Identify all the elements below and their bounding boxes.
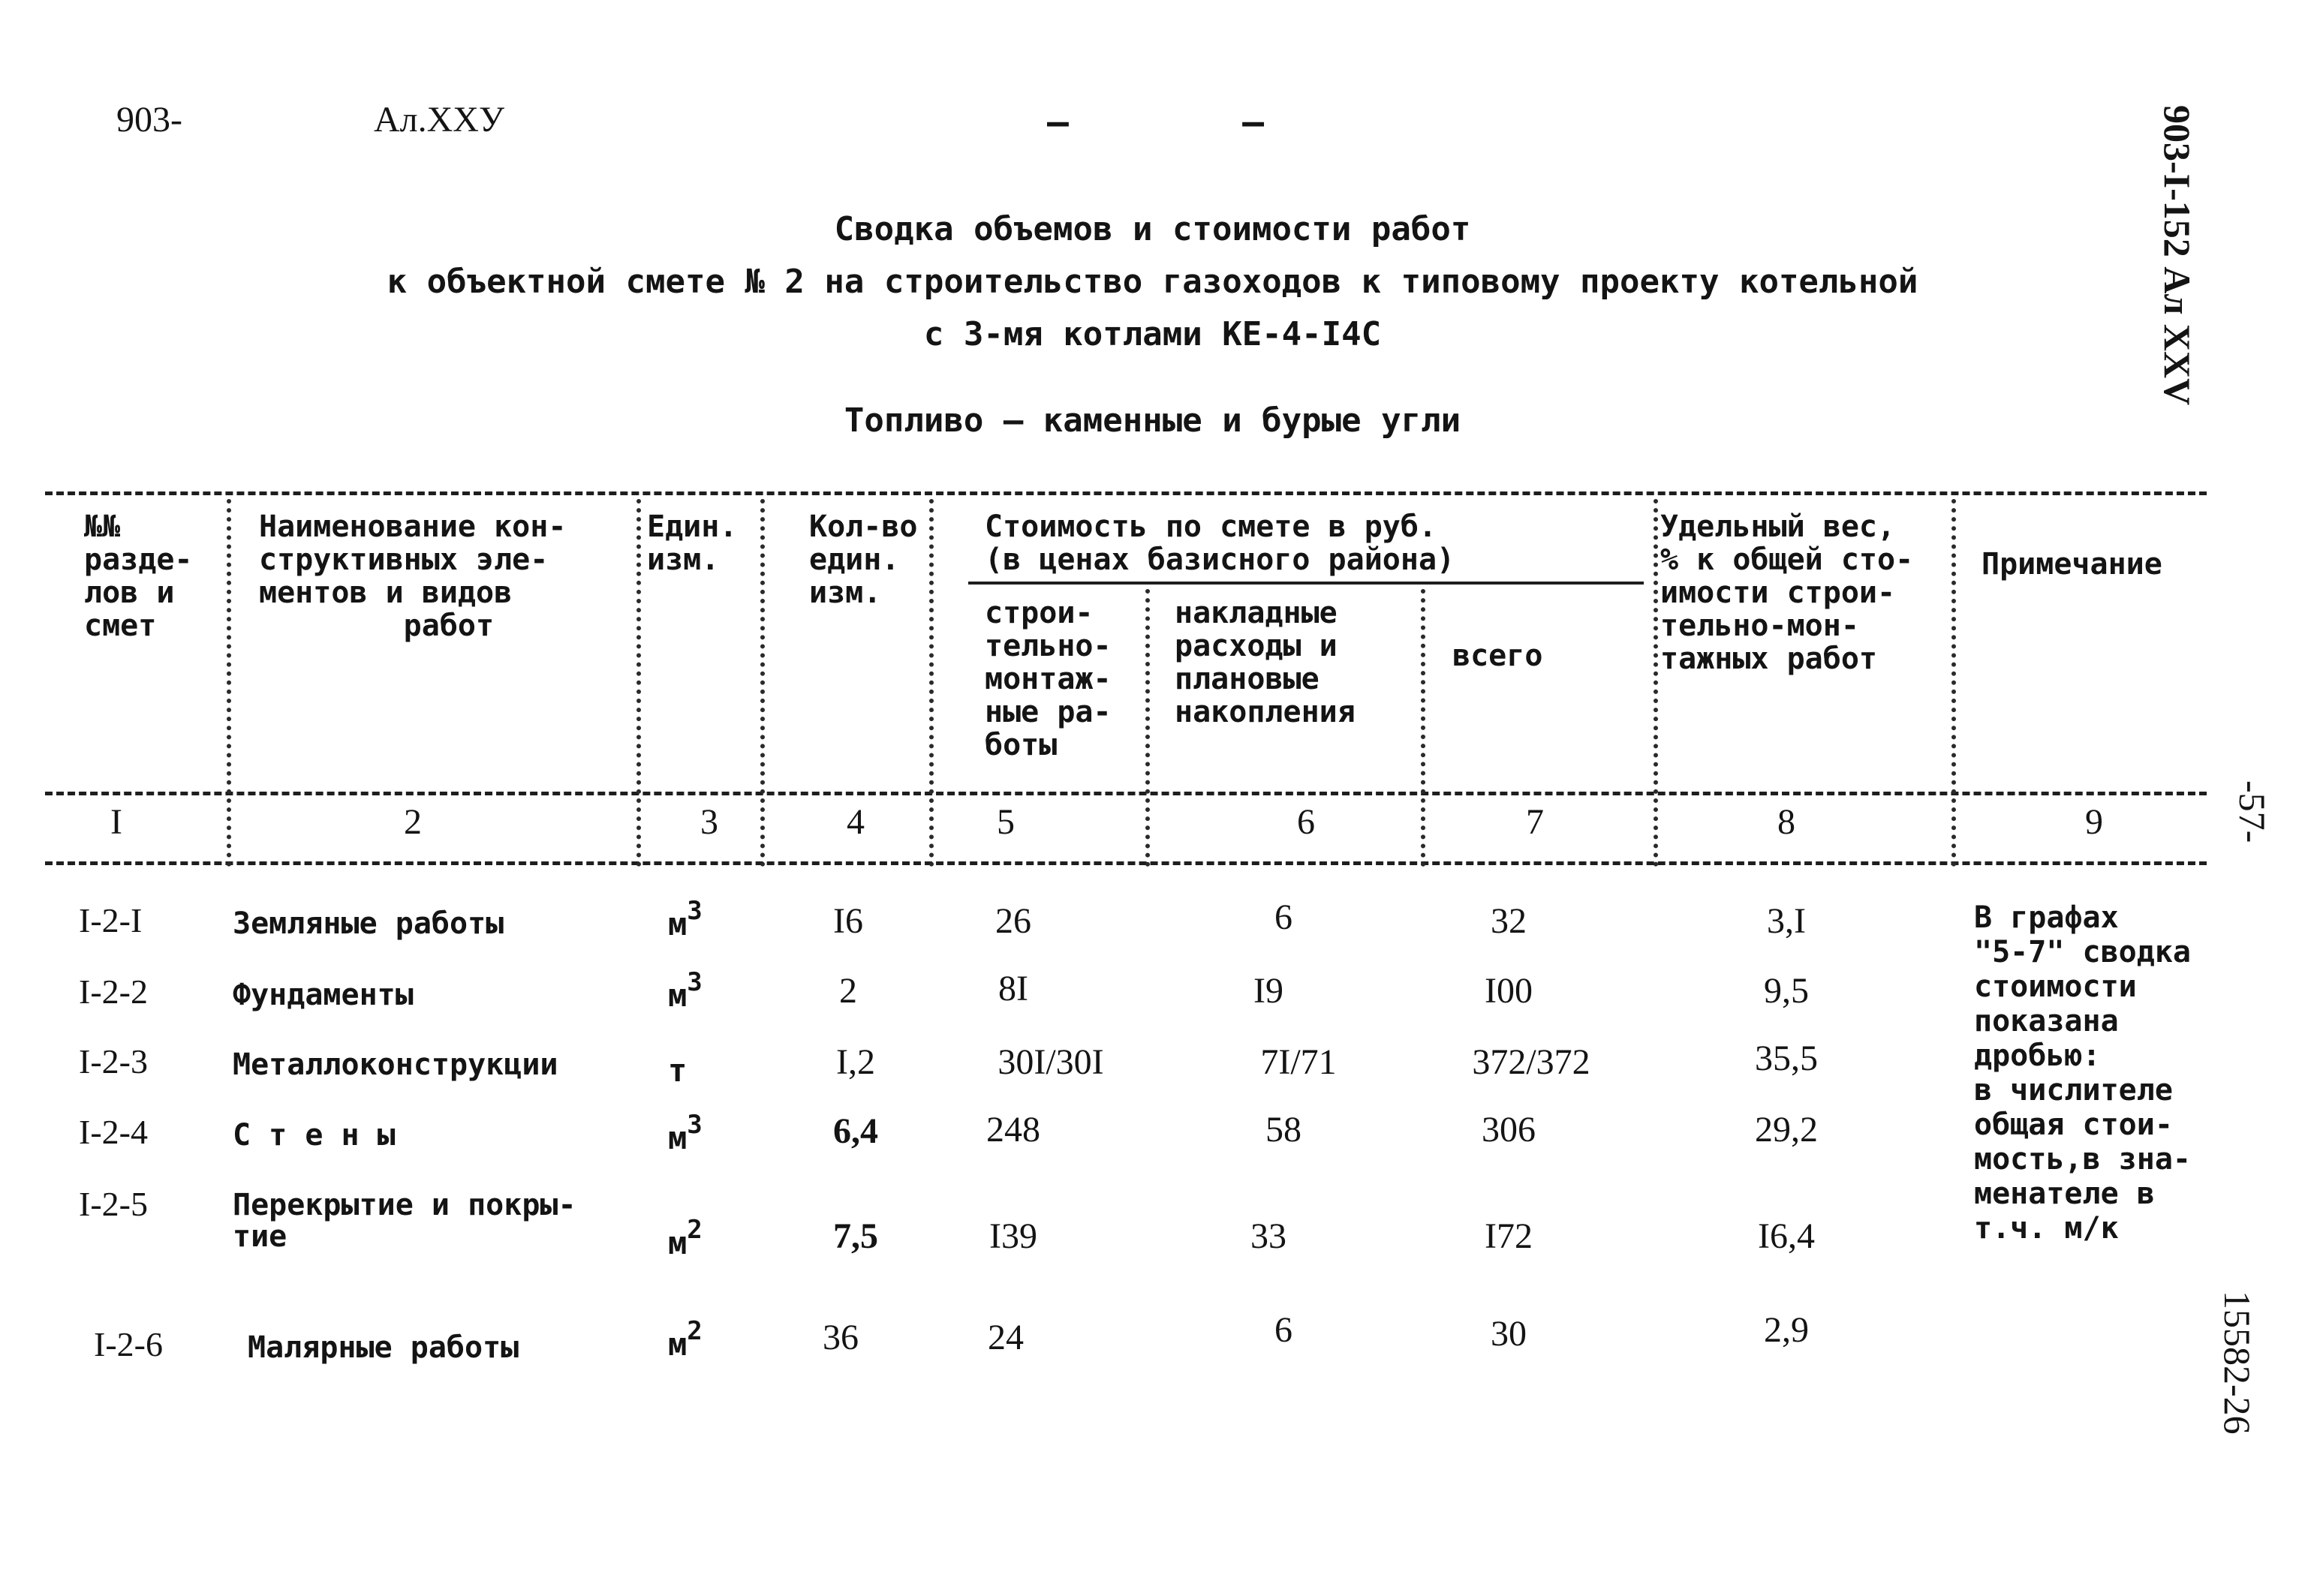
row-total: 30	[1491, 1314, 1527, 1354]
fuel-subtitle: Топливо – каменные и бурые угли	[844, 401, 1461, 440]
col-separator-3	[760, 499, 765, 867]
row-share: 3,I	[1767, 901, 1806, 941]
row-quantity: 6,4	[833, 1111, 878, 1151]
row-construction-cost: I39	[989, 1216, 1037, 1256]
col-separator-1	[227, 499, 231, 867]
row-total: 372/372	[1472, 1042, 1590, 1082]
row-quantity: 2	[839, 971, 857, 1011]
row-name: С т е н ы	[233, 1118, 396, 1153]
column-numbers-rule	[45, 861, 2207, 865]
row-name: Фундаменты	[233, 978, 414, 1012]
row-construction-cost: 26	[995, 901, 1031, 941]
row-construction-cost: 24	[988, 1318, 1024, 1357]
row-share: 9,5	[1764, 971, 1809, 1011]
row-code: I-2-3	[79, 1042, 148, 1081]
margin-archive-number: 15582-26	[2216, 1291, 2258, 1435]
column-number: 6	[1297, 802, 1315, 842]
header-note: Примечание	[1982, 547, 2162, 582]
column-number: 3	[700, 802, 718, 842]
note-text: В графах "5-7" сводка стоимости показана дробью: в числителе общая стои- мость,в зна- менателе в т.ч. м/к	[1974, 900, 2191, 1246]
header-cost-group: Стоимость по смете в руб. (в ценах базисного района)	[985, 509, 1455, 577]
row-unit: $м^2$	[668, 1215, 703, 1261]
row-construction-cost: 8I	[998, 969, 1028, 1008]
row-overhead: 6	[1274, 1310, 1292, 1350]
album-label: Ал.ХХУ	[374, 100, 504, 140]
column-number: 9	[2085, 802, 2103, 842]
row-share: I6,4	[1758, 1216, 1815, 1256]
row-construction-cost: 30I/30I	[998, 1042, 1104, 1082]
row-name: Малярные работы	[248, 1330, 519, 1365]
row-code: I-2-2	[79, 972, 148, 1011]
row-total: 306	[1482, 1110, 1536, 1150]
row-overhead: 7I/71	[1260, 1042, 1337, 1082]
row-quantity: I,2	[836, 1042, 875, 1082]
row-unit: т	[668, 1052, 688, 1089]
column-number: 7	[1526, 802, 1544, 842]
row-unit: $м^3$	[668, 967, 703, 1014]
row-name: Земляные работы	[233, 906, 504, 941]
row-quantity: 36	[823, 1318, 859, 1357]
header-unit: Един. изм.	[647, 509, 738, 577]
row-name: Перекрытие и покры- тие	[233, 1188, 576, 1254]
row-quantity: I6	[833, 901, 863, 941]
column-number: 5	[997, 802, 1015, 842]
row-name: Металлоконструкции	[233, 1047, 558, 1082]
row-share: 35,5	[1755, 1038, 1818, 1078]
header-dashes: – –	[1047, 101, 1264, 143]
cost-group-underline	[968, 582, 1644, 585]
margin-page-number: -57-	[2231, 780, 2273, 843]
header-overhead: накладные расходы и плановые накопления	[1175, 596, 1356, 729]
header-section-number: №№ разде- лов и смет	[84, 509, 193, 643]
column-number: 8	[1777, 802, 1795, 842]
row-code: I-2-I	[79, 901, 143, 939]
title-line-2: к объектной смете № 2 на строительство газоходов к типовому проекту котельной	[387, 263, 1918, 301]
row-share: 29,2	[1755, 1110, 1818, 1150]
row-total: I72	[1485, 1216, 1533, 1256]
row-overhead: 33	[1250, 1216, 1286, 1256]
col-separator-6	[1421, 589, 1425, 867]
doc-number: 903-	[116, 100, 182, 140]
table-top-rule	[45, 491, 2207, 495]
row-total: I00	[1485, 971, 1533, 1011]
column-number: 2	[404, 802, 422, 842]
title-line-1: Сводка объемов и стоимости работ	[834, 210, 1471, 248]
row-total: 32	[1491, 901, 1527, 941]
header-element-name: Наименование кон- структивных эле- ментов и видов работ	[259, 509, 567, 643]
header-bottom-rule	[45, 792, 2207, 795]
header-share: Удельный вес, % к общей сто- имости строи- тельно-мон- тажных работ	[1660, 509, 1914, 676]
row-overhead: I9	[1253, 971, 1283, 1011]
header-construction-cost: строи- тельно- монтаж- ные ра- боты	[985, 596, 1112, 762]
col-separator-8	[1951, 499, 1956, 867]
row-code: I-2-6	[94, 1325, 163, 1363]
col-separator-5	[1145, 589, 1150, 867]
row-share: 2,9	[1764, 1310, 1809, 1350]
row-overhead: 58	[1265, 1110, 1301, 1150]
row-code: I-2-4	[79, 1113, 148, 1151]
row-code: I-2-5	[79, 1185, 148, 1223]
header-total: всего	[1452, 639, 1543, 673]
title-line-3: с 3-мя котлами КЕ-4-I4С	[923, 315, 1382, 353]
col-separator-7	[1654, 499, 1658, 867]
row-overhead: 6	[1274, 897, 1292, 937]
col-separator-2	[636, 499, 641, 867]
row-construction-cost: 248	[986, 1110, 1040, 1150]
row-quantity: 7,5	[833, 1216, 878, 1256]
margin-doc-code: 903-I-152 Ал XXV	[2156, 105, 2198, 406]
row-unit: $м^3$	[668, 896, 703, 942]
column-number: I	[110, 802, 122, 842]
row-unit: $м^3$	[668, 1110, 703, 1156]
header-quantity: Кол-во един. изм.	[809, 509, 918, 610]
row-unit: $м^2$	[668, 1316, 703, 1363]
column-number: 4	[847, 802, 865, 842]
